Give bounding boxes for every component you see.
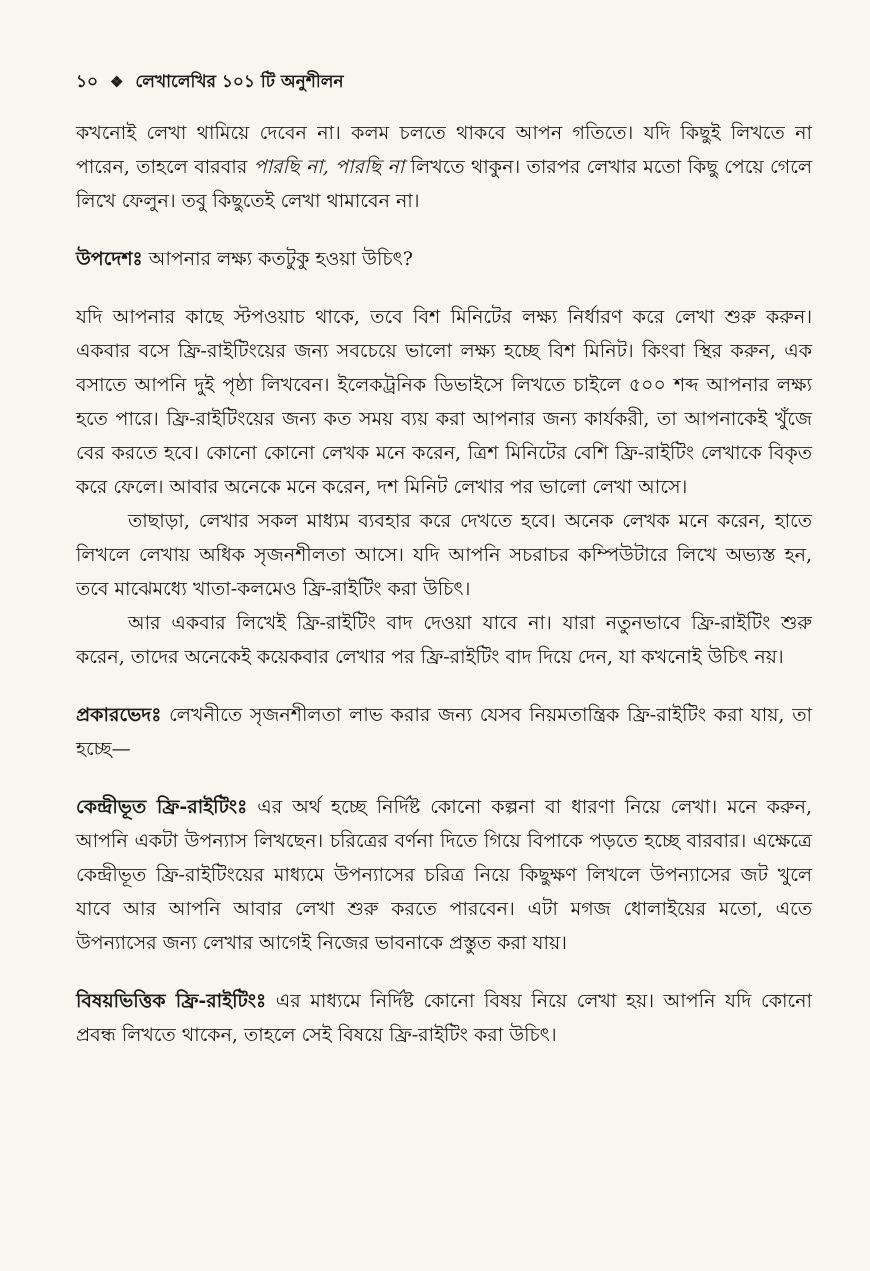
running-header	[76, 68, 812, 96]
advice-heading	[76, 242, 812, 276]
variants-label: প্রকারভেদঃ	[76, 704, 162, 726]
italic-phrase: পারছি না, পারছি না	[253, 156, 405, 178]
paragraph-topical-freewriting	[76, 984, 812, 1052]
paragraph-keep-writing	[76, 116, 812, 218]
topical-label: বিষয়ভিত্তিক ফ্রি-রাইটিংঃ	[76, 990, 267, 1012]
advice-question: আপনার লক্ষ্য কতটুকু হওয়া উচিৎ?	[142, 248, 413, 270]
variants-text: লেখনীতে সৃজনশীলতা লাভ করার জন্য যেসব নিয়মতান্ত্রিক ফ্রি-রাইটিং করা যায়, তা হচ্ছে—	[76, 704, 812, 760]
topical-text: এর মাধ্যমে নির্দিষ্ট কোনো বিষয় নিয়ে লেখা হয়। আপনি যদি কোনো প্রবন্ধ লিখতে থাকেন, তাহলে সেই বিষয়ে ফ্রি-রাইটিং করা উচিৎ।	[76, 990, 812, 1046]
page-number: ১০	[76, 72, 99, 92]
diamond-separator-icon: ❖	[110, 73, 124, 91]
paragraph-text: লিখতে থাকুন। তারপর লেখার মতো কিছু পেয়ে গেলে লিখে ফেলুন। তবু কিছুতেই লেখা থামাবেন না।	[76, 156, 813, 212]
advice-label: উপদেশঃ	[76, 248, 143, 270]
paragraph-goal: যদি আপনার কাছে স্টপওয়াচ থাকে, তবে বিশ মিনিটের লক্ষ্য নির্ধারণ করে লেখা শুরু করুন। একবার বসে ফ্রি-রাইটিংয়ের জন্য সবচেয়ে ভালো লক্ষ্য হচ্ছে বিশ মিনিট। কিংবা স্থির করুন, এক বসাতে আপনি দুই পৃষ্ঠা লিখবেন। ইলেকট্রনিক ডিভাইসে লিখতে চাইলে ৫০০ শব্দ আপনার লক্ষ্য হতে পারে। ফ্রি-রাইটিংয়ের জন্য কত সময় ব্যয় করা আপনার জন্য কার্যকরী, তা আপনাকেই খুঁজে বের করতে হবে। কোনো কোনো লেখক মনে করেন, ত্রিশ মিনিটের বেশি ফ্রি-রাইটিং লেখাকে বিকৃত করে ফেলে। আবার অনেকে মনে করেন, দশ মিনিট লেখার পর ভালো লেখা আসে।	[76, 306, 812, 498]
book-title: লেখালেখির ১০১ টি অনুশীলন	[135, 72, 344, 92]
paragraph-medium: তাছাড়া, লেখার সকল মাধ্যম ব্যবহার করে দেখতে হবে। অনেক লেখক মনে করেন, হাতে লিখলে লেখায় অধিক সৃজনশীলতা আসে। যদি আপনি সচরাচর কম্পিউটারে লিখে অভ্যস্ত হন, তবে মাঝেমধ্যে খাতা-কলমেও ফ্রি-রাইটিং করা উচিৎ।	[76, 510, 812, 600]
paragraph-text: কখনোই লেখা থামিয়ে দেবেন না। কলম চলতে থাকবে আপন গতিতে। যদি কিছুই লিখতে না পারেন, তাহলে বারবার	[76, 122, 812, 178]
paragraph-variants	[76, 698, 812, 766]
paragraph-focused-freewriting	[76, 790, 812, 960]
focused-label: কেন্দ্রীভূত ফ্রি-রাইটিংঃ	[76, 796, 248, 818]
focused-text: এর অর্থ হচ্ছে নির্দিষ্ট কোনো কল্পনা বা ধারণা নিয়ে লেখা। মনে করুন, আপনি একটা উপন্যাস লিখছেন। চরিত্রের বর্ণনা দিতে গিয়ে বিপাকে পড়তে হচ্ছে বারবার। এক্ষেত্রে কেন্দ্রীভূত ফ্রি-রাইটিংয়ের মাধ্যমে উপন্যাসের চরিত্র নিয়ে কিছুক্ষণ লিখলে উপন্যাসের জট খুলে যাবে আর আপনি আবার লেখা শুরু করতে পারবেন। এটা মগজ ধোলাইয়ের মতো, এতে উপন্যাসের জন্য লেখার আগেই নিজের ভাবনাকে প্রস্তুত করা যায়।	[76, 796, 812, 954]
paragraph-persistence: আর একবার লিখেই ফ্রি-রাইটিং বাদ দেওয়া যাবে না। যারা নতুনভাবে ফ্রি-রাইটিং শুরু করেন, তাদের অনেকেই কয়েকবার লেখার পর ফ্রি-রাইটিং বাদ দিয়ে দেন, যা কখনোই উচিৎ নয়।	[76, 612, 812, 668]
